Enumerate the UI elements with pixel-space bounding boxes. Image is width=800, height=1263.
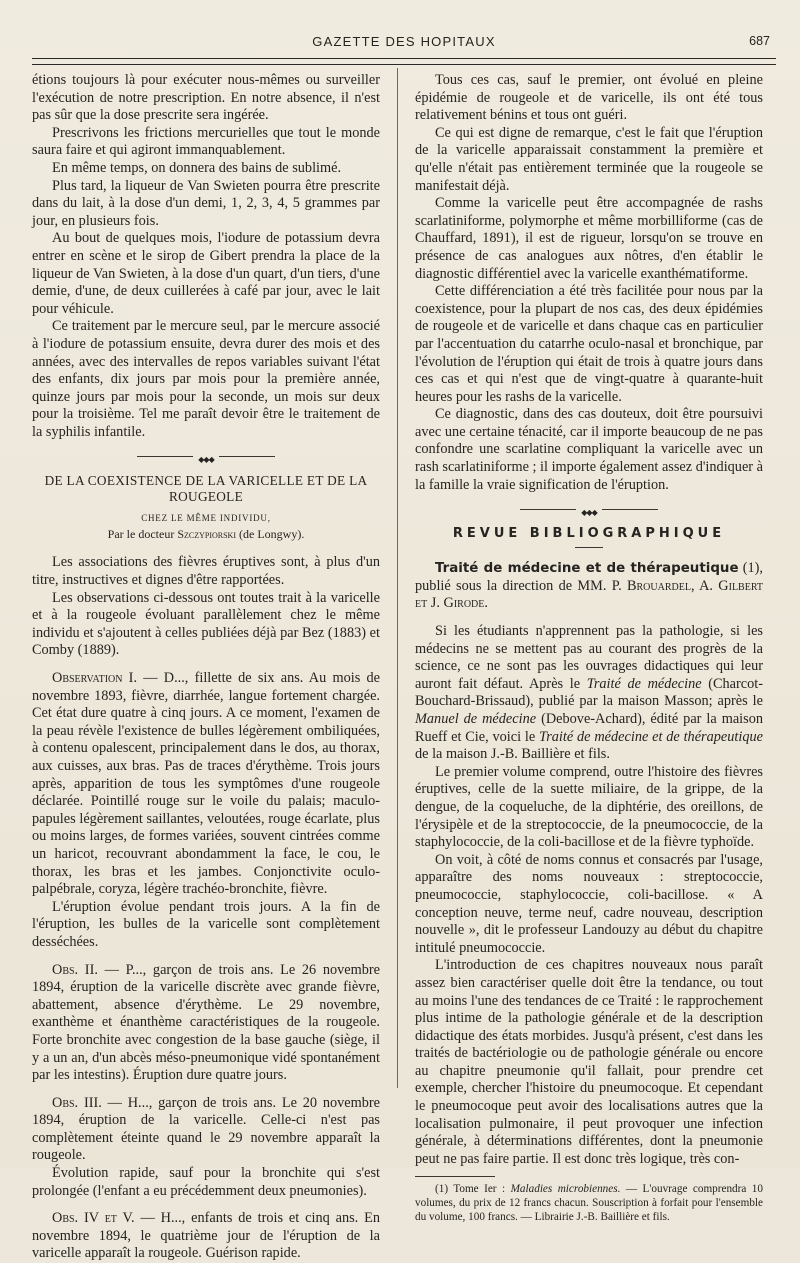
section-ornament [32,453,380,465]
column-divider [397,68,398,1088]
section-ornament [415,506,763,518]
paragraph: Le premier volume comprend, outre l'histoire des fièvres éruptives, celle de la suette miliaire, de la grippe, de la dengue, de la coqueluche, de la diphtérie, des oreillons, de l'érysipèle et de la streptococcie, de la pneumococcie, de la staphylococcie, de la coli-bacillose et de la fièvre typhoïde. [415,763,763,851]
byline-prefix: Par le docteur [107,527,178,542]
article-byline [32,527,380,542]
journal-title: GAZETTE DES HOPITAUX [312,34,496,49]
text-run: — L'ouvrage comprendra 10 volumes, du prix de 12 francs chacun. Souscription à forfait pour l'ensemble du volume, 100 francs. — Librairie J.-B. Baillière et fils. [415,1183,763,1223]
cited-title: Traité de médecine et de thérapeutique [539,728,763,745]
text-run: de la maison J.-B. Baillière et fils. [415,746,610,763]
observation-4-5 [32,1210,380,1263]
paragraph: Ce traitement par le mercure seul, par le mercure associé à l'iodure de potassium ensuite, devra durer des mois et des années, avec des intervalles de repos variables suivant l'état des enfants, dix jours par mois pour la première année, quinze jours par mois pour la seconde, un mois sur deux pour la troisième. Tel me paraît devoir être le traitement de la syphilis infantile. [32,318,380,440]
paragraph: Les associations des fièvres éruptives sont, à plus d'un titre, instructives et dignes d'être rapportées. [32,554,380,589]
header-rule-thin [32,64,776,65]
observation-label: Obs. III. [52,1094,102,1111]
paragraph: Évolution rapide, sauf pour la bronchite qui s'est prolongée (l'enfant a eu précédemment deux pneumonies). [32,1165,380,1199]
book-title: Traité de médecine et de thérapeutique [435,561,739,577]
paragraph: On voit, à côté de noms connus et consacrés par l'usage, apparaître des noms nouveaux : streptococcie, pneumococcie, staphylococcie, coli-bacillose. « A conception neuve, terme neuf, cadre nouveau, description nouvelle », dit le professeur Landouzy au début du chapitre intitulé pneumococcie. [415,851,763,956]
paragraph: L'éruption évolue pendant trois jours. A la fin de l'éruption, les bulles de la varicelle sont complètement desséchées. [32,898,380,950]
paragraph: étions toujours là pour exécuter nous-mêmes ou surveiller l'exécution de notre prescription. En notre absence, il n'est pas sûr que la dose prescrite sera ingérée. [32,72,380,124]
book-authors: P. Brouardel, A. Gilbert et J. Girode. [415,577,764,612]
ornament-glyph: ◆◆◆ [576,508,601,517]
byline-suffix: (de Longwy). [236,527,305,542]
paragraph: Tous ces cas, sauf le premier, ont évolué en pleine épidémie de rougeole et de varicelle, ils ont été tous relativement bénins et tous ont guéri. [415,72,763,124]
observation-text: — D..., fillette de six ans. Au mois de novembre 1893, fièvre, diarrhée, langue fortement chargée. Cet état dure quatre à cinq jours. A ce moment, l'examen de la peau révèle l'existence de bulles légèrement ombiliquées, à contenu opalescent, principalement dans le dos, au thorax, aux cuisses, aux bras. Pas de traces d'érythème. Trois jours après, apparition de tous les symptômes d'une rougeole déclarée. Pointillé rouge sur le voile du palais; maculo-papules légèrement saillantes, veloutées, rouge écarlate, plus ou moins larges, de formes variées, souvent cintrées comme un haricot, recouvrant abondamment la face, le cou, le thorax, les bras et les jambes. Conjonctivite oculo-palpébrale, coryza, légère trachéo-bronchite, fièvre. [32,670,380,898]
observation-label: Observation I. [52,670,138,687]
review-paragraph-1 [415,623,763,764]
section-rule [575,547,603,548]
observation-text: — H..., enfants de trois et cinq ans. En novembre 1894, le quatrième jour de l'éruption de la varicelle apparaît la rougeole. Guérison rapide. [32,1210,380,1262]
footnote-title: Maladies microbiennes. [510,1183,621,1196]
right-column [415,72,763,1224]
paragraph: Au bout de quelques mois, l'iodure de potassium devra entrer en scène et le sirop de Gibert prendra la place de la liqueur de Van Swieten, à la dose d'un quart, d'un tiers, d'une demie, d'une, de deux cuillerées à café par jour, avec le lait pour véhicule. [32,230,380,317]
author-name: Szczypiorski [177,527,236,542]
observation-label: Obs. IV et V. [52,1210,135,1227]
observation-2 [32,962,380,1085]
paragraph: Ce qui est digne de remarque, c'est le fait que l'éruption de la varicelle apparaissait constamment la première et qu'elle n'était pas entièrement terminée que la rougeole se manifestait déjà. [415,124,763,194]
text-run: (Debove-Achard), édité par la maison Rueff et Cie, voici le [415,711,763,745]
observation-text: — H..., garçon de trois ans. Le 20 novembre 1894, éruption de la varicelle. Celle-ci n'est pas complètement éteinte quand le 29 novembre apparaît la rougeole. [32,1094,381,1164]
footnote [415,1183,763,1224]
article-title: DE LA COEXISTENCE DE LA VARICELLE ET DE LA ROUGEOLE [44,473,368,505]
paragraph: Comme la varicelle peut être accompagnée de rashs scarlatiniforme, polymorphe et même morbilliforme (cas de Chauffard, 1891), il est de rigueur, lorsqu'on se trouve en présence de cas analogues aux nôtres, d'en établir le diagnostic différentiel avec la varicelle exanthématiforme. [415,195,763,282]
paragraph: Plus tard, la liqueur de Van Swieten pourra être prescrite dans du lait, à la dose d'un demi, 1, 2, 3, 4, 5 grammes par jour, en plusieurs fois. [32,177,380,229]
paragraph: Cette différenciation a été très facilitée pour nous par la coexistence, pour la plupart de nos cas, des deux épidémies de rougeole et de varicelle et dans chaque cas en particulier par l'accentuation du catarrhe oculo-nasal et bronchique, par l'évolution de l'éruption qui était de trois à quatre jours dans ces cas et qui n'est que de vingt-quatre à quarante-huit heures pour les rashs de la varicelle. [415,283,763,405]
cited-title: Traité de médecine [586,675,702,692]
observation-3 [32,1095,380,1165]
text-run: (1) Tome Ier : [435,1183,511,1196]
paragraph: Ce diagnostic, dans des cas douteux, doit être poursuivi avec une certaine ténacité, car il importe beaucoup de ne pas confondre une scarlatine compliquant la varicelle avec un rash scarlatiniforme ; il importe également assez d'indiquer à la famille la vraie signification de l'éruption. [415,406,763,493]
article-subtitle: CHEZ LE MÊME INDIVIDU, [141,513,271,524]
paragraph: Les observations ci-dessous ont toutes trait à la varicelle et à la rougeole évoluant parallèlement chez le même individu et s'ajoutent à celles publiées déjà par Bez (1883) et Comby (1889). [32,589,380,659]
text-run: Si les étudiants n'apprennent pas la pathologie, si les médecins ne se mettent pas au courant des progrès de la science, ce ne sont pas les ouvrages didactiques qui leur auront fait défaut. Après le [415,623,763,692]
text-run: (Charcot-Bouchard-Brissaud), publié par la maison Masson; après le [415,675,763,710]
observation-1 [32,670,380,899]
book-review-heading [415,560,763,613]
page-number: 687 [749,34,770,48]
section-title: REVUE BIBLIOGRAPHIQUE [452,526,726,542]
book-note: (1), publié sous la direction de MM. [415,560,763,594]
header-rule-thick [32,58,776,59]
paragraph: L'introduction de ces chapitres nouveaux nous paraît assez bien caractériser quelle doit être la tendance, ou tout au moins l'une des tendances de ce Traité : le rapprochement plus intime de la pathologie générale et de la description didactique des états morbides. Jusqu'à présent, c'est dans les traités de bactériologie ou de pathologie générale ou encore au chapitre pneumonie qu'il fallait, pour prendre cet exemple, chercher l'histoire du pneumocoque. Et cependant le pneumocoque peut avoir des localisations autres que la localisation pulmonaire, il peut provoquer une infection générale, à déterminations différentes, dont la pneumonie peut ne pas faire partie. Il est donc très logique, très con- [415,957,763,1167]
footnote-rule [415,1176,495,1177]
paragraph: Prescrivons les frictions mercurielles que tout le monde saura faire et qui agiront immanquablement. [32,124,380,159]
running-header [30,34,778,54]
ornament-glyph: ◆◆◆ [193,455,218,464]
observation-label: Obs. II. [52,961,98,978]
observation-text: — P..., garçon de trois ans. Le 26 novembre 1894, éruption de la varicelle discrète avec grande fièvre, abattement, absence d'érythème. Le 29 novembre, exanthème et énanthème caractéristiques de la rougeole. Forte bronchite avec congestion de la base gauche (siège, il y a un an, d'un abcès méso-pneumonique vidé spontanément par les intestins). Éruption dure quatre jours. [32,961,380,1084]
cited-title: Manuel de médecine [415,711,537,727]
paragraph: En même temps, on donnera des bains de sublimé. [52,159,342,176]
left-column [32,72,380,1263]
